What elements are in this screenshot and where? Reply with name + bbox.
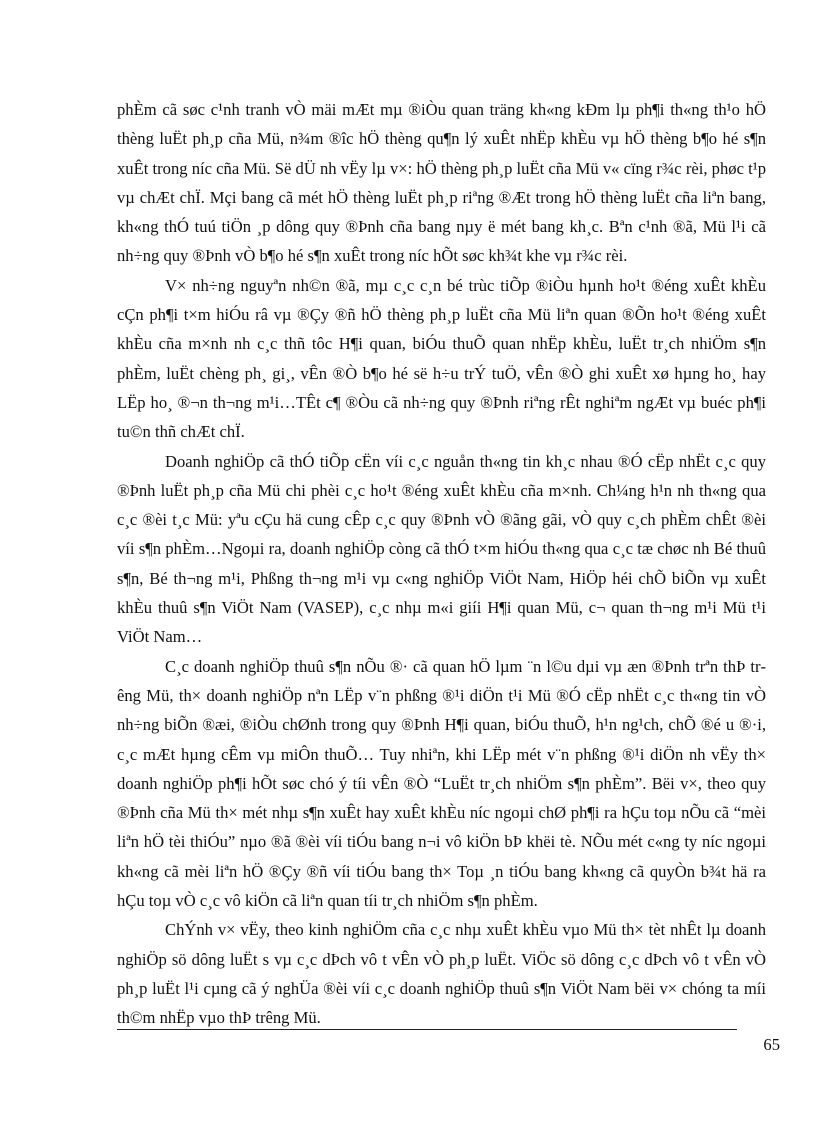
body-paragraph-2: V× nh÷ng nguyªn nh©n ®ã, mµ c¸c c¸n bé trùc tiÕp ®iÒu hµnh ho¹t ®éng xuÊt khÈu cÇn ph¶i t×m hiÓu râ vµ ®Çy ®ñ hÖ thèng ph¸p luËt cña Mü liªn quan ®Õn ho¹t ®éng xuÊt khÈu cña m×nh nh c¸c thñ tôc H¶i quan, biÓu thuÕ quan nhËp khÈu, luËt tr¸ch nhiÖm s¶n phÈm, luËt chèng ph¸ gi¸, vÊn ®Ò b¶o hé së h÷u trÝ tuÖ, vÊn ®Ò ghi xuÊt xø hµng ho¸ hay LËp ho¸ ®¬n th¬ng m¹i…TÊt c¶ ®Òu cã nh÷ng quy ®Þnh riªng rÊt nghiªm ngÆt vµ buéc ph¶i tu©n thñ chÆt chÏ. — [117, 275, 766, 442]
body-paragraph-4: C¸c doanh nghiÖp thuû s¶n nÕu ®· cã quan hÖ lµm ¨n l©u dµi vµ æn ®Þnh trªn thÞ trêng Mü, th× doanh nghiÖp nªn LËp v¨n phßng ®¹i diÖn t¹i Mü ®Ó cËp nhËt c¸c th«ng tin vÒ nh÷ng biÕn ®æi, ®iÒu chØnh trong quy ®Þnh H¶i quan, biÓu thuÕ, h¹n ng¹ch, chÕ ®é u ®·i, c¸c mÆt hµng cÊm vµ miÔn thuÕ… Tuy nhiªn, khi LËp mét v¨n phßng ®¹i diÖn nh vËy th× doanh nghiÖp ph¶i hÕt søc chó ý tíi vÊn ®Ò “LuËt tr¸ch nhiÖm s¶n phÈm”. Bëi v×, theo quy ®Þnh cña Mü th× mét nhµ s¶n xuÊt hay xuÊt khÈu níc ngoµi chØ ph¶i ra hÇu toµ nÕu cã “mèi liªn hÖ tèi thiÓu” nµo ®ã ®èi víi tiÓu bang n¬i vô kiÖn bÞ khëi tè. NÕu mét c«ng ty níc ngoµi kh«ng cã mèi liªn hÖ ®Çy ®ñ víi tiÓu bang th× Toµ ¸n tiÓu bang kh«ng cã quyÒn b¾t hä ra hÇu toµ vÒ c¸c vô kiÖn cã liªn quan tíi tr¸ch nhiÖm s¶n phÈm. — [117, 656, 766, 911]
body-paragraph-3: Doanh nghiÖp cã thÓ tiÕp cËn víi c¸c nguån th«ng tin kh¸c nhau ®Ó cËp nhËt c¸c quy ®Þnh luËt ph¸p cña Mü chi phèi c¸c ho¹t ®éng xuÊt khÈu cña m×nh. Ch¼ng h¹n nh th«ng qua c¸c ®èi t¸c Mü: yªu cÇu hä cung cÊp c¸c quy ®Þnh vÒ ®ãng gãi, vÒ quy c¸ch phÈm chÊt ®èi víi s¶n phÈm…Ngoµi ra, doanh nghiÖp còng cã thÓ t×m hiÓu th«ng qua c¸c tæ chøc nh Bé thuû s¶n, Bé th¬ng m¹i, Phßng th¬ng m¹i vµ c«ng nghiÖp ViÖt Nam, HiÖp héi chÕ biÕn vµ xuÊt khÈu thuû s¶n ViÖt Nam (VASEP), c¸c nhµ m«i giíi H¶i quan Mü, c¬ quan th¬ng m¹i Mü t¹i ViÖt Nam… — [117, 451, 766, 647]
page-number: 65 — [763, 1035, 780, 1054]
page-body — [117, 95, 766, 1033]
body-paragraph-5: ChÝnh v× vËy, theo kinh nghiÖm cña c¸c nhµ xuÊt khÈu vµo Mü th× tèt nhÊt lµ doanh nghiÖp sö dông luËt s vµ c¸c dÞch vô t vÊn vÒ ph¸p luËt. ViÖc sö dông c¸c dÞch vô t vÊn vÒ ph¸p luËt l¹i cµng cã ý nghÜa ®èi víi c¸c doanh nghiÖp thuû s¶n ViÖt Nam bëi v× chóng ta míi th©m nhËp vµo thÞ trêng Mü. — [117, 920, 766, 1028]
footer-rule — [117, 1029, 737, 1030]
body-paragraph-1: phÈm cã søc c¹nh tranh vÒ mäi mÆt mµ ®iÒu quan träng kh«ng kÐm lµ ph¶i th«ng th¹o hÖ thèng luËt ph¸p cña Mü, n¾m ®îc hÖ thèng qu¶n lý xuÊt nhËp khÈu vµ hÖ thèng b¶o hé s¶n xuÊt trong níc cña Mü. Së dÜ nh vËy lµ v×: hÖ thèng ph¸p luËt cña Mü v« cïng r¾c rèi, phøc t¹p vµ chÆt chÏ. Mçi bang cã mét hÖ thèng luËt ph¸p riªng ®Æt trong hÖ thèng luËt cña liªn bang, kh«ng thÓ tuú tiÖn ¸p dông quy ®Þnh cña bang nµy ë mét bang kh¸c. Bªn c¹nh ®ã, Mü l¹i cã nh÷ng quy ®Þnh vÒ b¶o hé s¶n xuÊt trong níc hÕt søc kh¾t khe vµ r¾c rèi. — [117, 100, 766, 266]
